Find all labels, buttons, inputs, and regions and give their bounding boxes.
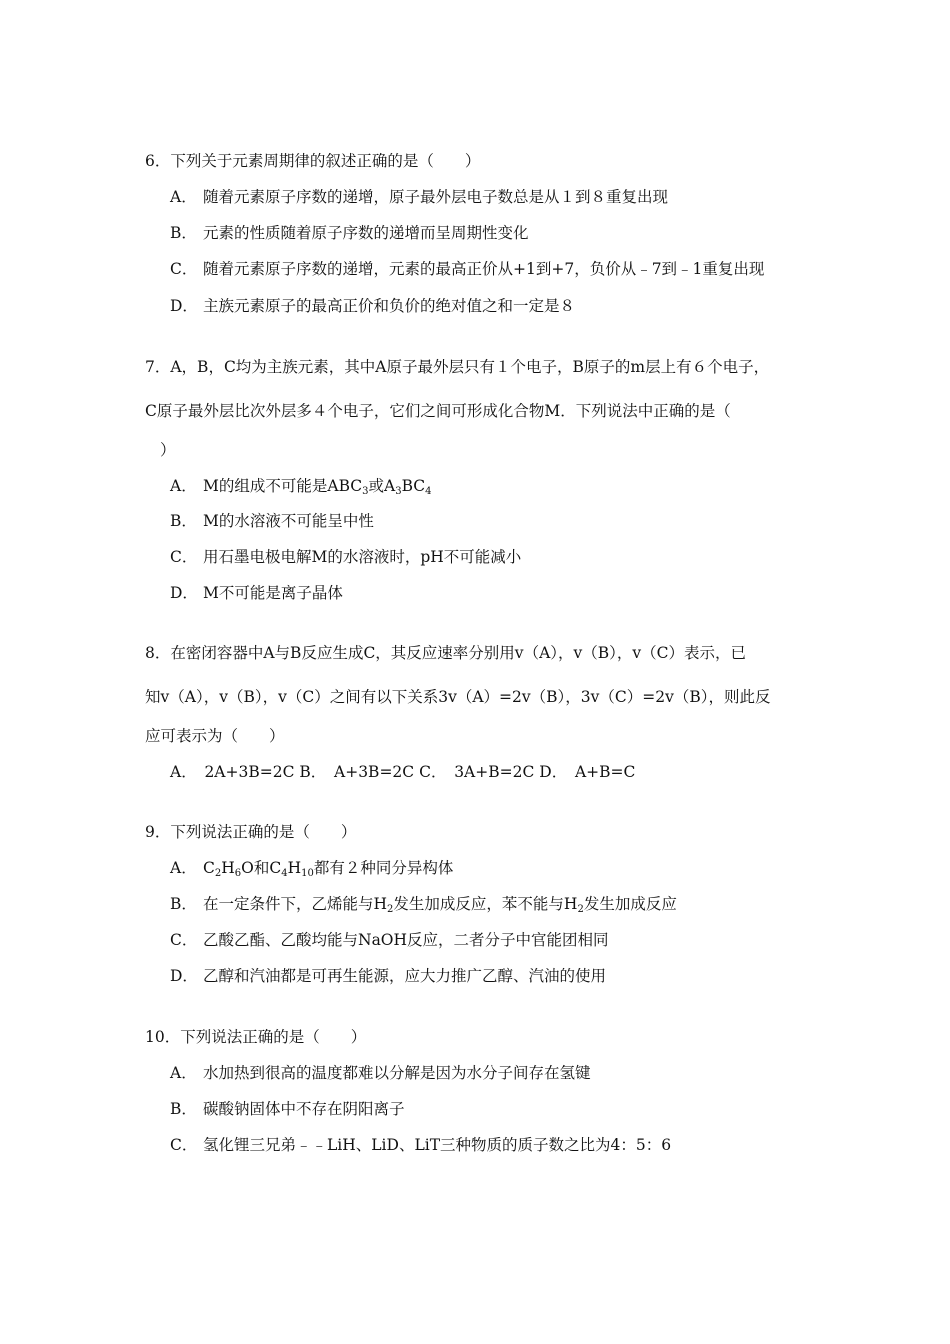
option-text: M的水溶液不可能呈中性 — [203, 512, 374, 530]
question-6-option-c — [170, 259, 764, 279]
option-text: 随着元素原子序数的递增，元素的最高正价从+1到+7，负价从﹣7到﹣1重复出现 — [203, 260, 765, 278]
question-7-option-b — [170, 511, 374, 531]
question-7-stem-line-2: C原子最外层比次外层多４个电子，它们之间可形成化合物M．下列说法中正确的是（ — [145, 402, 731, 420]
option-letter: B． — [170, 512, 197, 530]
option-text: 氢化锂三兄弟﹣﹣LiH、LiD、LiT三种物质的质子数之比为4：5：6 — [203, 1136, 672, 1154]
option-letter: A． — [170, 477, 197, 495]
option-text: 乙醇和汽油都是可再生能源，应大力推广乙醇、汽油的使用 — [203, 967, 607, 985]
question-6-option-d — [170, 296, 575, 316]
option-text: 水加热到很高的温度都难以分解是因为水分子间存在氢键 — [203, 1064, 591, 1082]
option-text: $C_2H_6O$和$C_4H_{10}$都有２种同分异构体 — [203, 859, 454, 879]
question-10-option-b — [170, 1099, 405, 1119]
option-text: 元素的性质随着原子序数的递增而呈周期性变化 — [203, 224, 529, 242]
option-letter: D． — [170, 584, 198, 602]
question-8-stem-line-2: 知v（A），v（B），v（C）之间有以下关系3v（A）=2v（B），3v（C）=2v（B），则此反 — [145, 688, 771, 706]
question-10-option-c — [170, 1135, 671, 1155]
option-text: M不可能是离子晶体 — [203, 584, 343, 602]
option-text: 随着元素原子序数的递增，原子最外层电子数总是从１到８重复出现 — [203, 188, 669, 206]
option-letter: C． — [170, 548, 198, 566]
question-9-option-a — [170, 858, 453, 878]
option-letter: A． — [170, 859, 197, 877]
question-8-stem-line-1: 8．在密闭容器中A与B反应生成C，其反应速率分别用v（A），v（B），v（C）表示，已 — [145, 644, 747, 662]
question-8-stem-line-3: 应可表示为（ ） — [145, 727, 285, 745]
option-letter: D． — [170, 297, 198, 315]
option-letter: C． — [170, 260, 198, 278]
option-text: 用石墨电极电解M的水溶液时，pH不可能减小 — [203, 548, 522, 566]
question-6-option-a — [170, 187, 668, 207]
option-text: 乙酸乙酯、乙酸均能与NaOH反应，二者分子中官能团相同 — [203, 931, 609, 949]
option-letter: B． — [170, 895, 197, 913]
question-7-option-c — [170, 547, 521, 567]
question-7-option-d — [170, 583, 343, 603]
question-9-option-c — [170, 930, 609, 950]
option-letter: A． — [170, 188, 197, 206]
question-9-option-d — [170, 966, 606, 986]
option-letter: C． — [170, 931, 198, 949]
question-7-stem-line-1: 7．A，B，C均为主族元素，其中A原子最外层只有１个电子，B原子的m层上有６个电子， — [145, 358, 770, 376]
option-text: 碳酸钠固体中不存在阴阳离子 — [203, 1100, 405, 1118]
question-10-option-a — [170, 1063, 591, 1083]
option-letter: B． — [170, 224, 197, 242]
question-7-option-a — [170, 476, 431, 496]
question-9-option-b — [170, 894, 677, 914]
question-8-options: A． 2A+3B=2C B． A+3B=2C C． 3A+B=2C D． A+B=C — [170, 763, 636, 781]
question-9-stem: 9．下列说法正确的是（ ） — [145, 823, 357, 841]
question-7-stem-line-3: ） — [160, 441, 176, 459]
question-10-stem: 10．下列说法正确的是（ ） — [145, 1028, 367, 1046]
option-letter: C． — [170, 1136, 198, 1154]
option-text: M的组成不可能是$ABC_3$或$A_3BC_4$ — [203, 477, 432, 497]
option-text: 在一定条件下，乙烯能与$H_2$发生加成反应，苯不能与$H_2$发生加成反应 — [203, 895, 677, 915]
option-letter: A． — [170, 1064, 197, 1082]
question-6-stem: 6．下列关于元素周期律的叙述正确的是（ ） — [145, 152, 481, 170]
option-letter: B． — [170, 1100, 197, 1118]
option-letter: D． — [170, 967, 198, 985]
question-6-option-b — [170, 223, 529, 243]
option-text: 主族元素原子的最高正价和负价的绝对值之和一定是８ — [203, 297, 576, 315]
